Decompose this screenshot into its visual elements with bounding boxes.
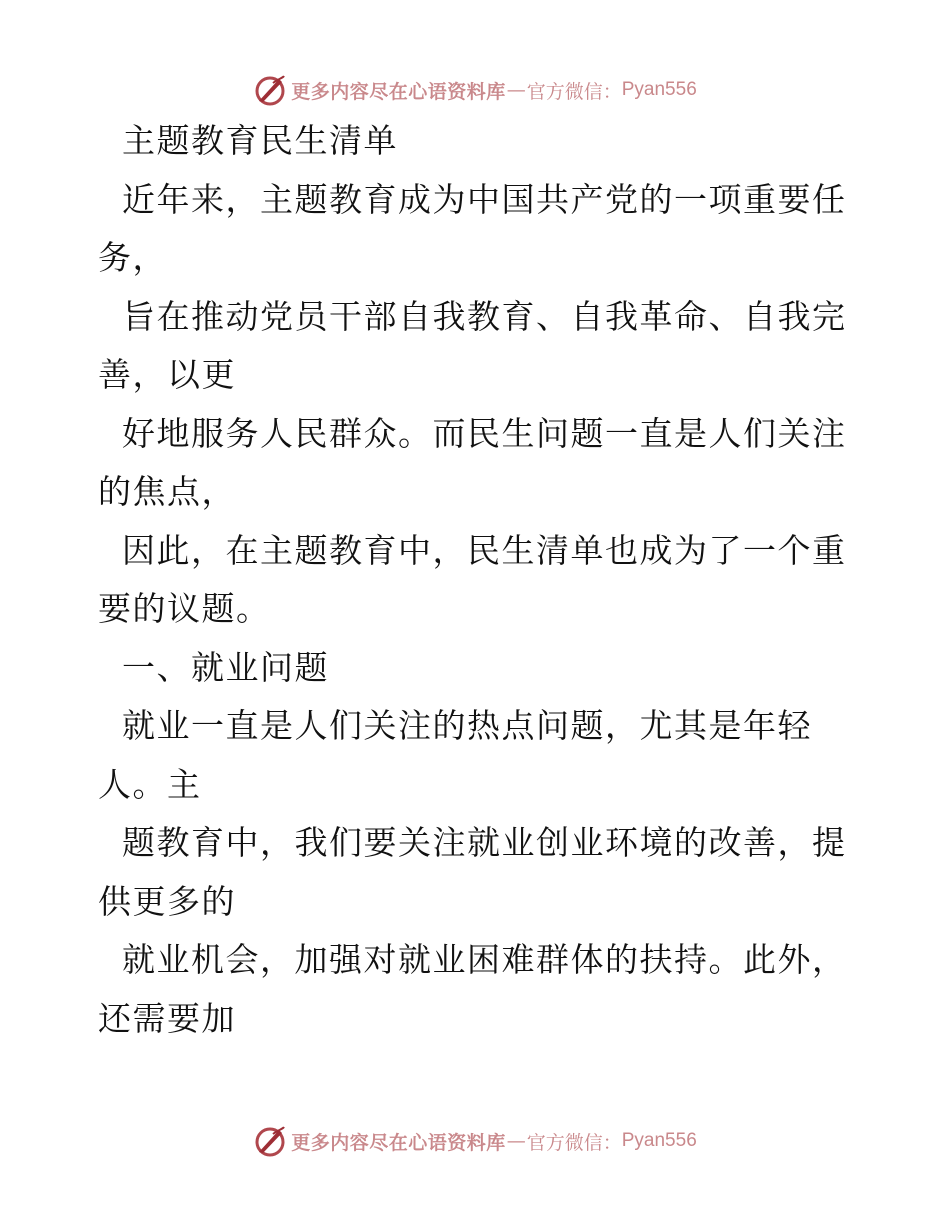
feather-pen-logo-icon bbox=[253, 1124, 287, 1158]
watermark-wechat-id: Pyan556 bbox=[621, 1130, 697, 1151]
body-line: 要的议题。 bbox=[98, 589, 271, 628]
body-line: 还需要加 bbox=[98, 998, 236, 1038]
body-line: 就业机会，加强对就业困难群体的扶持。此外， bbox=[98, 940, 847, 979]
watermark-text-main: 更多内容尽在心语资料库 bbox=[291, 1131, 506, 1154]
body-line: 好地服务人民群众。而民生问题一直是人们关注 bbox=[98, 413, 847, 453]
body-line: 题教育中，我们要关注就业创业环境的改善，提 bbox=[98, 823, 847, 862]
footer-watermark bbox=[0, 1121, 950, 1161]
document-body bbox=[98, 112, 858, 1048]
feather-pen-logo-icon bbox=[253, 73, 287, 107]
watermark-text-main: 更多内容尽在心语资料库 bbox=[291, 80, 506, 103]
body-line: 因此，在主题教育中，民生清单也成为了一个重 bbox=[98, 530, 847, 570]
section-heading: 一、就业问题 bbox=[98, 647, 329, 687]
body-line: 务， bbox=[98, 238, 167, 277]
body-line: 的焦点， bbox=[98, 472, 236, 511]
watermark-text-mid: 官方微信： bbox=[526, 80, 622, 103]
watermark-dash: — bbox=[506, 79, 526, 101]
header-watermark bbox=[0, 70, 950, 110]
body-line: 就业一直是人们关注的热点问题，尤其是年轻 bbox=[98, 706, 812, 745]
body-line: 旨在推动党员干部自我教育、自我革命、自我完 bbox=[98, 296, 847, 336]
watermark-text-mid: 官方微信： bbox=[526, 1131, 622, 1154]
title-line: 主题教育民生清单 bbox=[98, 121, 398, 160]
watermark-wechat-id: Pyan556 bbox=[621, 79, 697, 100]
watermark-dash: — bbox=[506, 1130, 526, 1152]
body-line: 善，以更 bbox=[98, 355, 236, 394]
body-line: 人。主 bbox=[98, 764, 202, 804]
body-line: 近年来，主题教育成为中国共产党的一项重要任 bbox=[98, 179, 847, 219]
body-line: 供更多的 bbox=[98, 881, 236, 921]
